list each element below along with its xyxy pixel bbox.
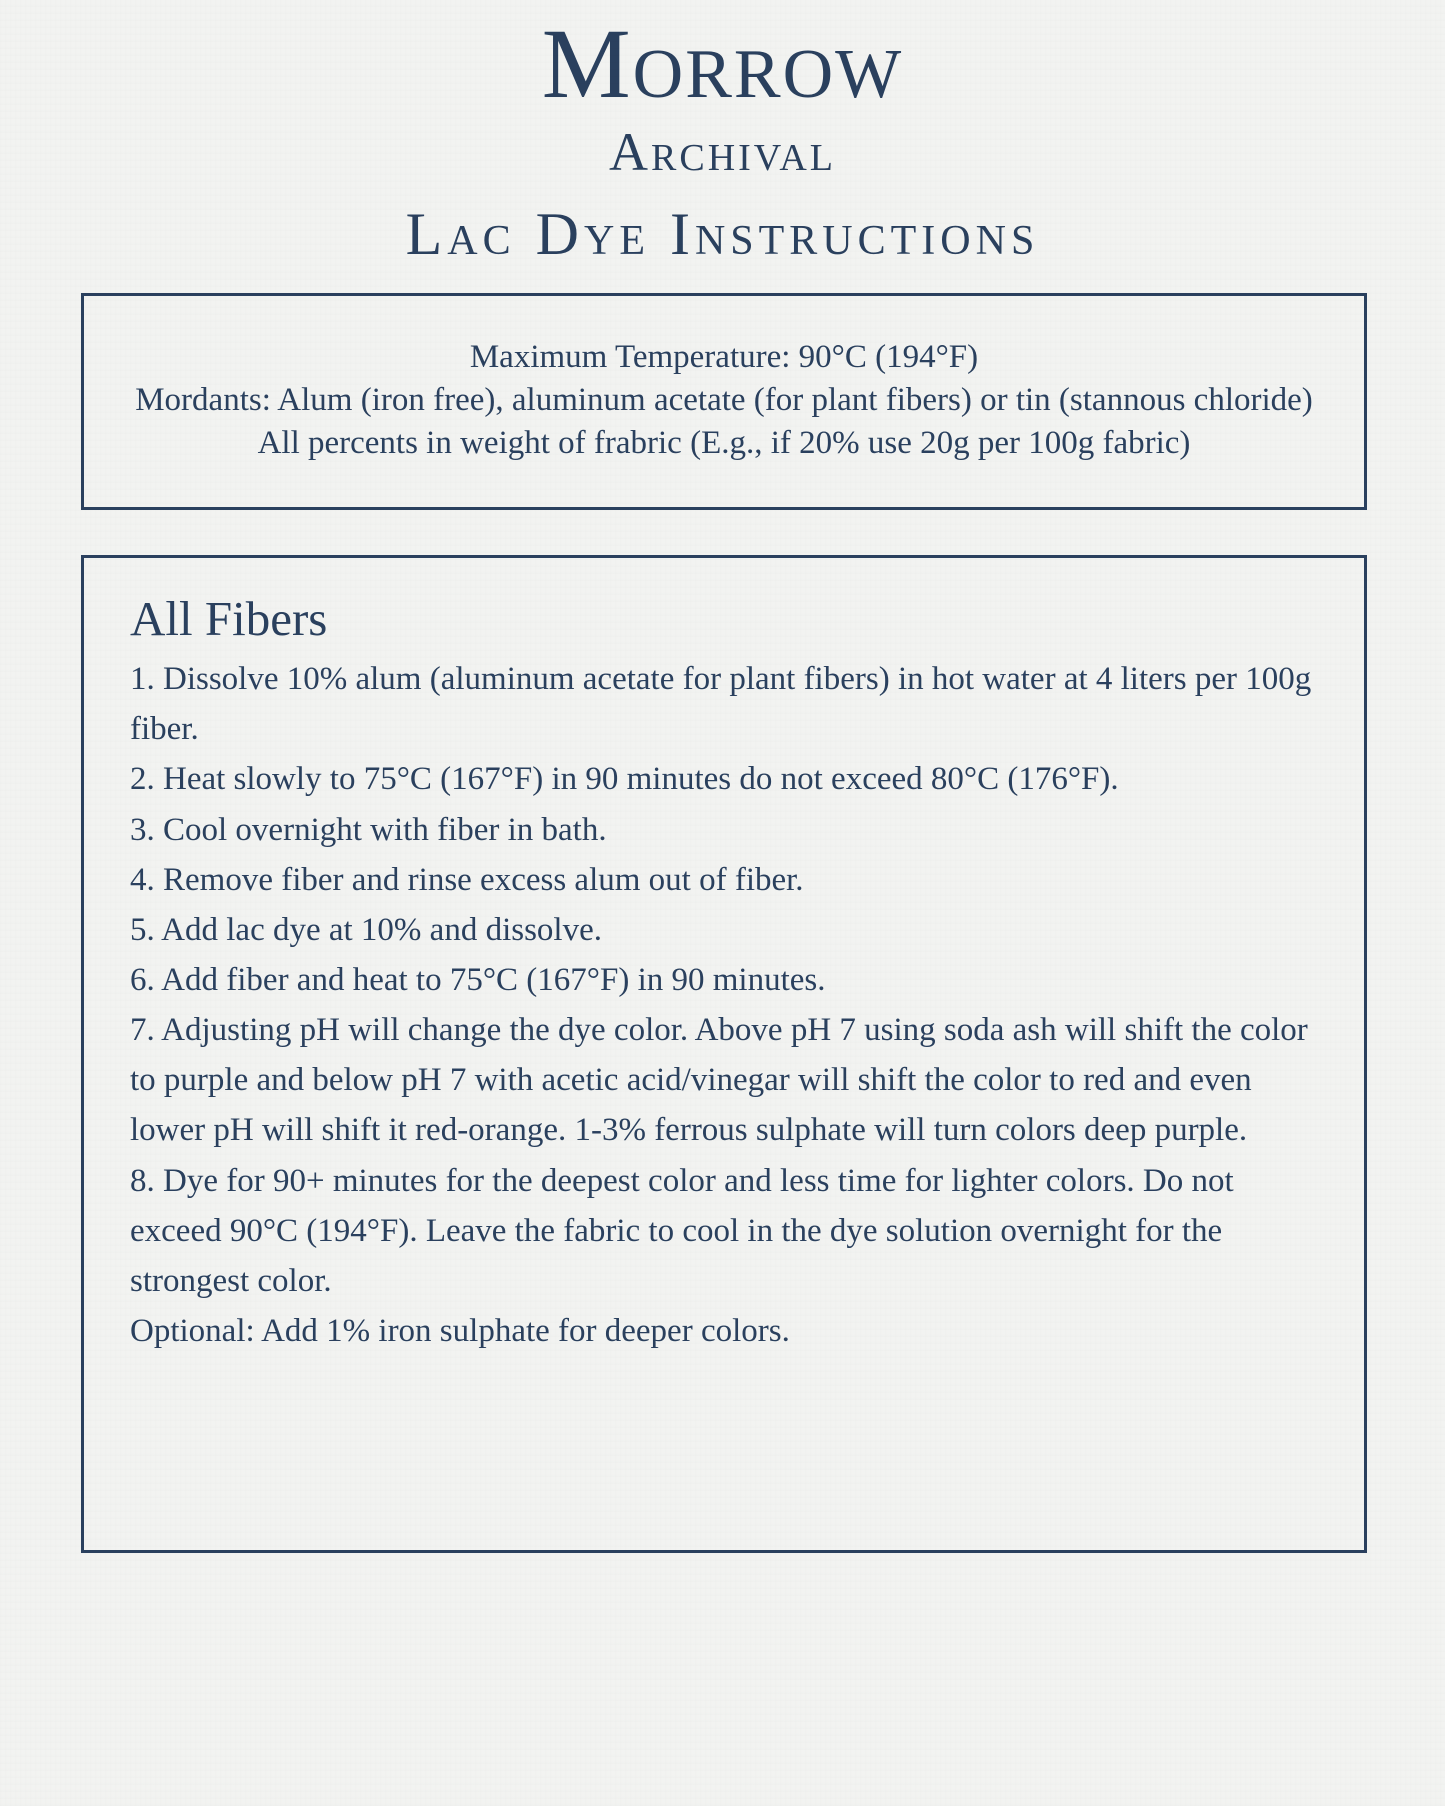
info-line-temperature: Maximum Temperature: 90°C (194°F) [469, 339, 979, 376]
title-block [0, 0, 1445, 269]
step-1: 1. Dissolve 10% alum (aluminum acetate for plant fibers) in hot water at 4 liters per 100g fiber. [130, 661, 1312, 748]
info-box [81, 293, 1367, 510]
brand-name: Morrow [541, 8, 904, 119]
info-line-mordants: Mordants: Alum (iron free), aluminum acetate (for plant fibers) or tin (stannous chloride) [135, 382, 1313, 419]
instructions-box [81, 555, 1367, 1553]
step-7: 7. Adjusting pH will change the dye color. Above pH 7 using soda ash will shift the color to purple and below pH 7 with acetic acid/vinegar will shift the color to red and even lower pH will shift it red-orange. 1-3% ferrous sulphate will turn colors deep purple. [130, 1012, 1308, 1149]
step-5: 5. Add lac dye at 10% and dissolve. [130, 911, 602, 948]
step-4: 4. Remove fiber and rinse excess alum out of fiber. [130, 861, 804, 898]
step-6: 6. Add fiber and heat to 75°C (167°F) in 90 minutes. [130, 961, 826, 998]
brand-subtitle: Archival [609, 122, 836, 182]
info-line-percents: All percents in weight of frabric (E.g., if 20% use 20g per 100g fabric) [257, 425, 1191, 462]
step-2: 2. Heat slowly to 75°C (167°F) in 90 minutes do not exceed 80°C (176°F). [130, 761, 1119, 798]
step-3: 3. Cool overnight with fiber in bath. [130, 811, 607, 848]
step-8: 8. Dye for 90+ minutes for the deepest color and less time for lighter colors. Do not exceed 90°C (194°F). Leave the fabric to cool in the dye solution overnight for the strongest color. [130, 1162, 1234, 1299]
section-heading-all-fibers: All Fibers [130, 591, 328, 647]
page-title: Lac Dye Instructions [405, 201, 1040, 268]
step-optional: Optional: Add 1% iron sulphate for deeper colors. [130, 1313, 790, 1350]
